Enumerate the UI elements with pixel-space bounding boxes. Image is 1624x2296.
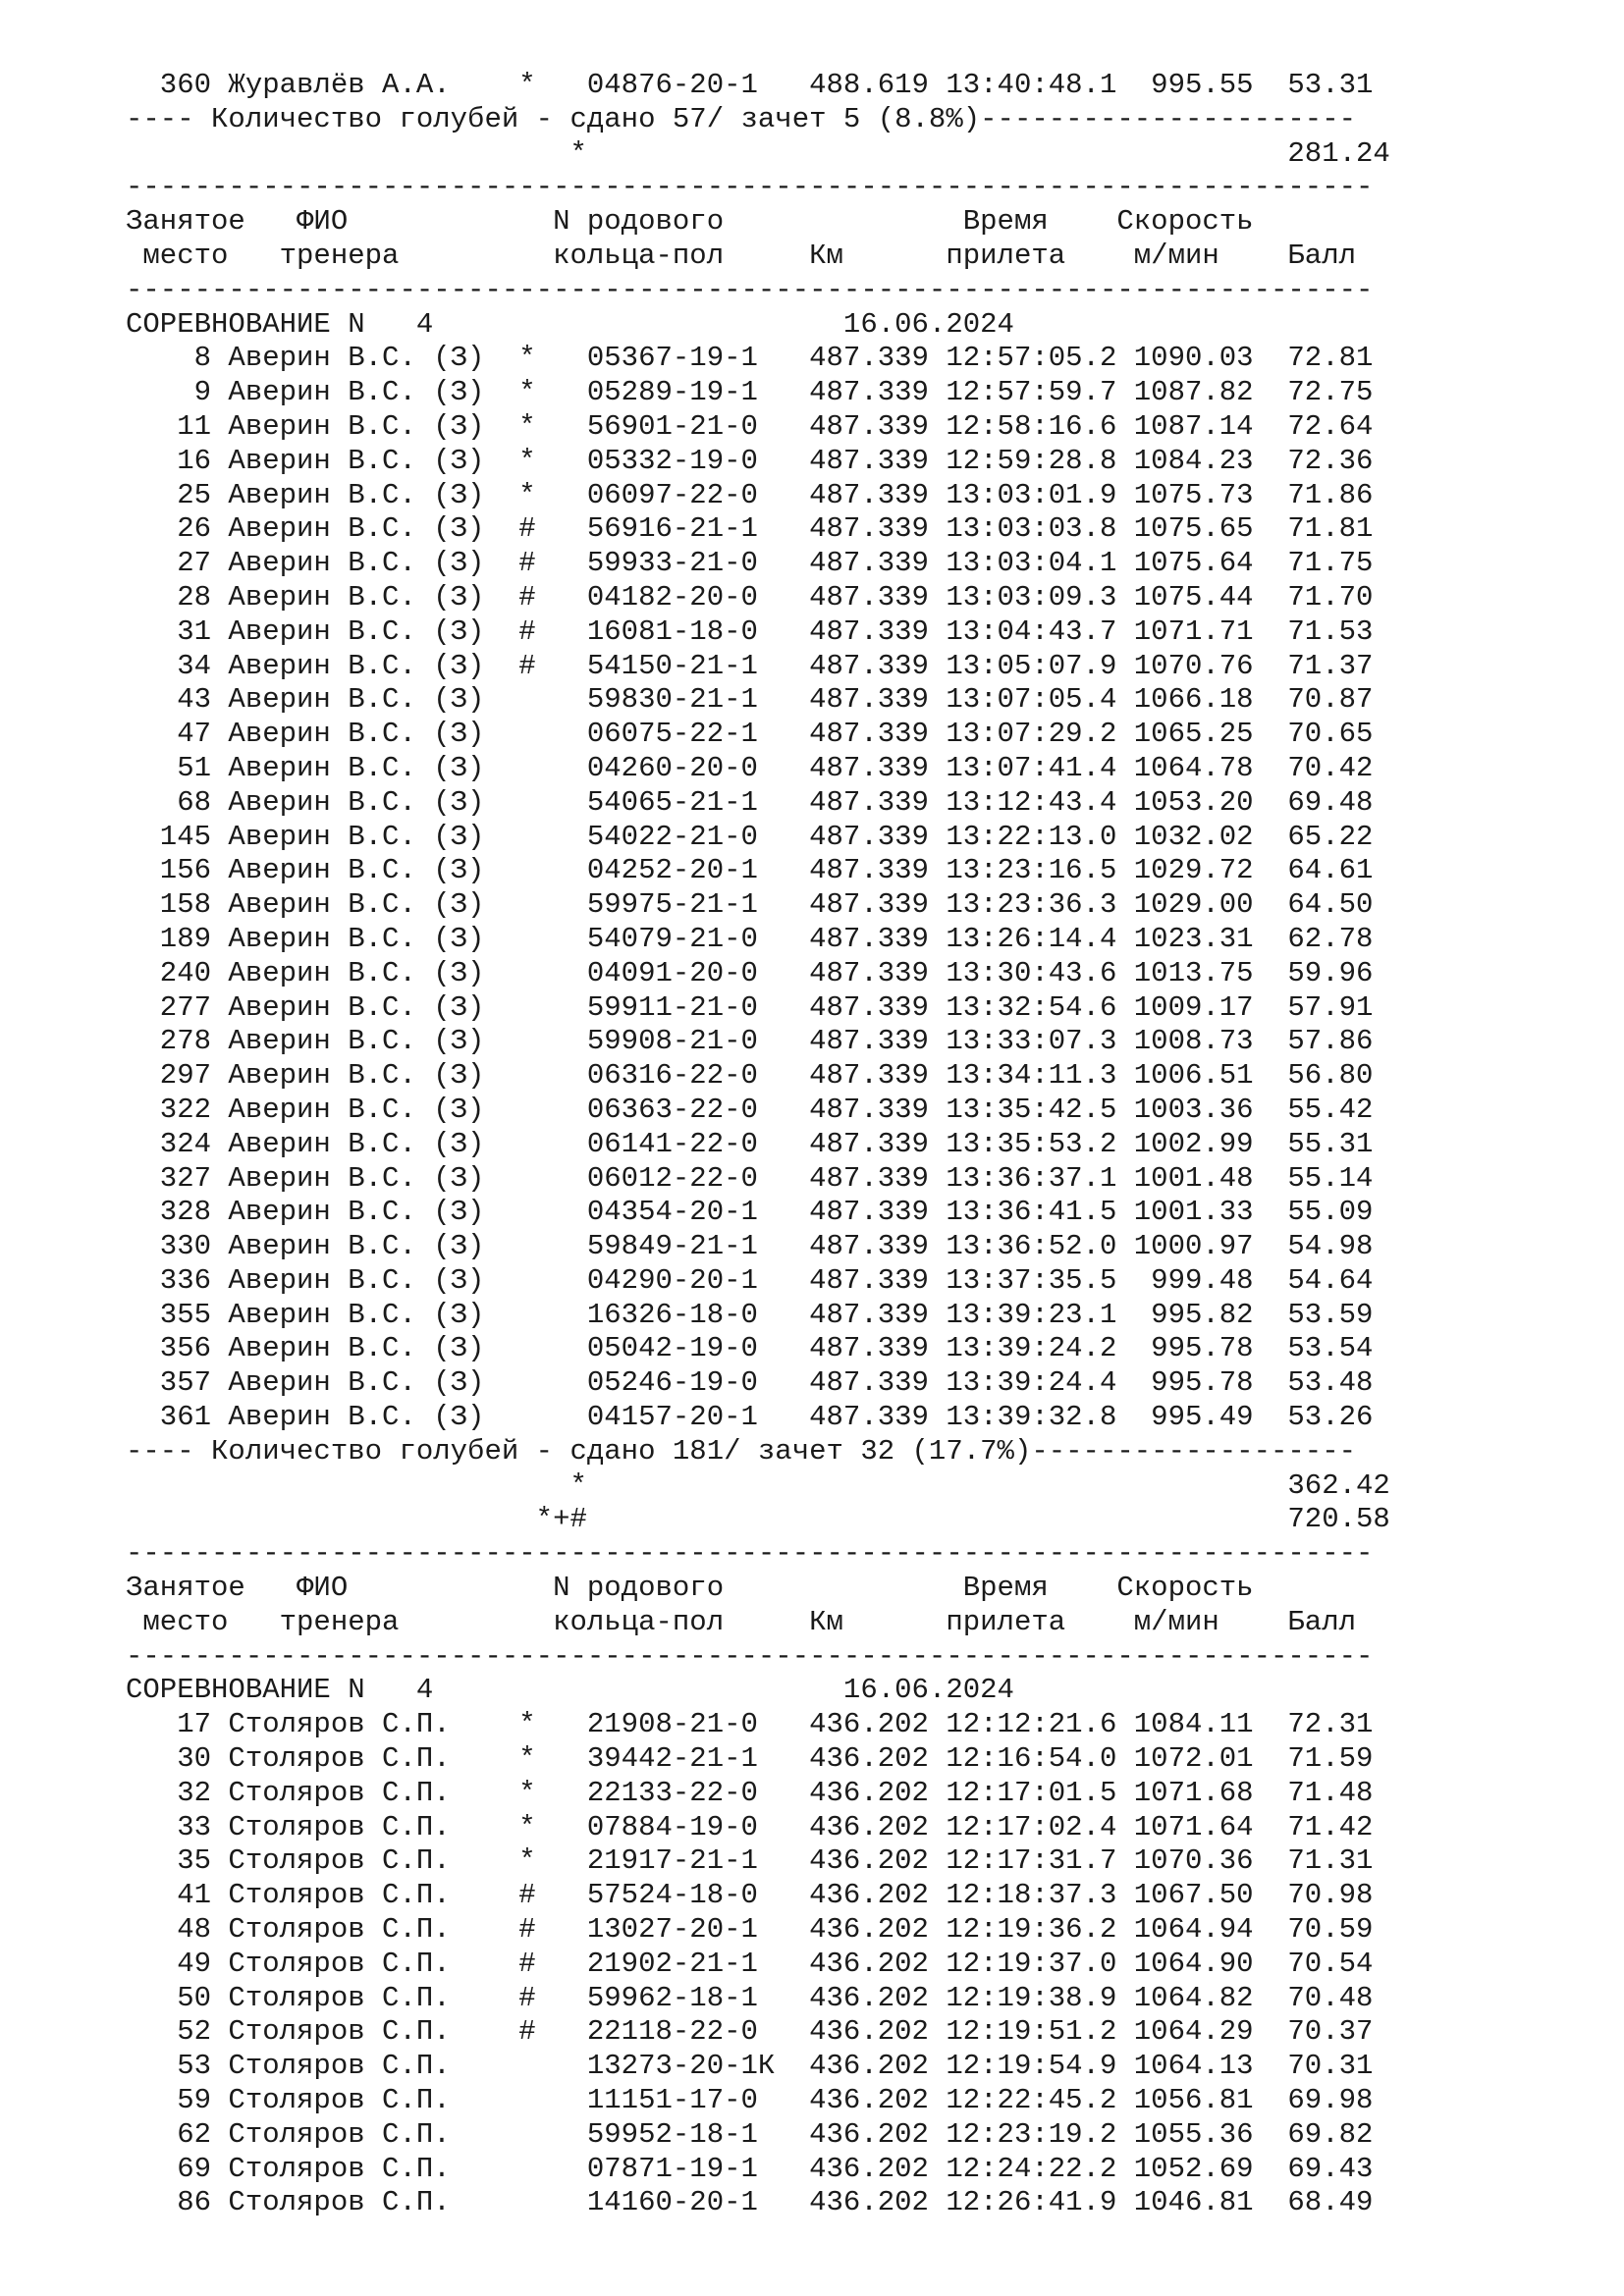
report-line: 156 Аверин В.С. (З) 04252-20-1 487.339 13:23:16.5 1029.72 64.61 bbox=[126, 854, 1374, 887]
report-line: 41 Столяров С.П. # 57524-18-0 436.202 12:18:37.3 1067.50 70.98 bbox=[126, 1879, 1374, 1912]
report-line: ------------------------------------------------------------------------- bbox=[126, 171, 1374, 204]
report-line: 189 Аверин В.С. (З) 54079-21-0 487.339 13:26:14.4 1023.31 62.78 bbox=[126, 922, 1374, 955]
report-line: Занятое ФИО N родового Время Скорость bbox=[126, 205, 1254, 239]
report-line: 62 Столяров С.П. 59952-18-1 436.202 12:23:19.2 1055.36 69.82 bbox=[126, 2117, 1374, 2151]
report-line: 25 Аверин В.С. (З) * 06097-22-0 487.339 13:03:01.9 1075.73 71.86 bbox=[126, 478, 1374, 511]
report-line: *+# 720.58 bbox=[126, 1503, 1390, 1536]
report-line: 33 Столяров С.П. * 07884-19-0 436.202 12:17:02.4 1071.64 71.42 bbox=[126, 1810, 1374, 1843]
report-line: 27 Аверин В.С. (З) # 59933-21-0 487.339 13:03:04.1 1075.64 71.75 bbox=[126, 547, 1374, 580]
report-line: 240 Аверин В.С. (З) 04091-20-0 487.339 13:30:43.6 1013.75 59.96 bbox=[126, 956, 1374, 989]
report-line: 53 Столяров С.П. 13273-20-1К 436.202 12:19:54.9 1064.13 70.31 bbox=[126, 2050, 1374, 2083]
report-line: 47 Аверин В.С. (З) 06075-22-1 487.339 13:07:29.2 1065.25 70.65 bbox=[126, 718, 1374, 751]
report-line: ------------------------------------------------------------------------- bbox=[126, 1537, 1374, 1571]
report-line: 68 Аверин В.С. (З) 54065-21-1 487.339 13:12:43.4 1053.20 69.48 bbox=[126, 785, 1374, 819]
report-line: 17 Столяров С.П. * 21908-21-0 436.202 12:12:21.6 1084.11 72.31 bbox=[126, 1708, 1374, 1741]
report-line: 28 Аверин В.С. (З) # 04182-20-0 487.339 13:03:09.3 1075.44 71.70 bbox=[126, 580, 1374, 614]
report-line: 48 Столяров С.П. # 13027-20-1 436.202 12:19:36.2 1064.94 70.59 bbox=[126, 1913, 1374, 1947]
results-report bbox=[126, 69, 1500, 2220]
report-line: 35 Столяров С.П. * 21917-21-1 436.202 12:17:31.7 1070.36 71.31 bbox=[126, 1844, 1374, 1878]
report-line: 43 Аверин В.С. (З) 59830-21-1 487.339 13:07:05.4 1066.18 70.87 bbox=[126, 683, 1374, 717]
report-line: ------------------------------------------------------------------------- bbox=[126, 1639, 1374, 1673]
report-line: * 281.24 bbox=[126, 136, 1390, 170]
report-line: 360 Журавлёв А.А. * 04876-20-1 488.619 13:40:48.1 995.55 53.31 bbox=[126, 69, 1374, 101]
report-line: 30 Столяров С.П. * 39442-21-1 436.202 12:16:54.0 1072.01 71.59 bbox=[126, 1742, 1374, 1776]
report-line: 31 Аверин В.С. (З) # 16081-18-0 487.339 13:04:43.7 1071.71 71.53 bbox=[126, 614, 1374, 648]
report-line: 34 Аверин В.С. (З) # 54150-21-1 487.339 13:05:07.9 1070.76 71.37 bbox=[126, 649, 1374, 682]
report-line: СОРЕВНОВАНИЕ N 4 16.06.2024 bbox=[126, 307, 1014, 341]
report-line: ------------------------------------------------------------------------- bbox=[126, 273, 1374, 306]
report-line: 278 Аверин В.С. (З) 59908-21-0 487.339 13:33:07.3 1008.73 57.86 bbox=[126, 1025, 1374, 1058]
report-line: место тренера кольца-пол Км прилета м/мин Балл bbox=[126, 239, 1357, 272]
report-line: 86 Столяров С.П. 14160-20-1 436.202 12:26:41.9 1046.81 68.49 bbox=[126, 2186, 1374, 2219]
report-line: 355 Аверин В.С. (З) 16326-18-0 487.339 13:39:23.1 995.82 53.59 bbox=[126, 1298, 1374, 1331]
report-line: 49 Столяров С.П. # 21902-21-1 436.202 12:19:37.0 1064.90 70.54 bbox=[126, 1947, 1374, 1980]
report-line: 357 Аверин В.С. (З) 05246-19-0 487.339 13:39:24.4 995.78 53.48 bbox=[126, 1366, 1374, 1400]
report-line: 356 Аверин В.С. (З) 05042-19-0 487.339 13:39:24.2 995.78 53.54 bbox=[126, 1332, 1374, 1365]
report-line: 327 Аверин В.С. (З) 06012-22-0 487.339 13:36:37.1 1001.48 55.14 bbox=[126, 1161, 1374, 1195]
report-line: 32 Столяров С.П. * 22133-22-0 436.202 12:17:01.5 1071.68 71.48 bbox=[126, 1776, 1374, 1809]
report-line: ---- Количество голубей - сдано 57/ зачет 5 (8.8%)---------------------- bbox=[126, 102, 1357, 135]
report-line: СОРЕВНОВАНИЕ N 4 16.06.2024 bbox=[126, 1674, 1014, 1707]
report-line: * 362.42 bbox=[126, 1468, 1390, 1502]
report-line: 361 Аверин В.С. (З) 04157-20-1 487.339 13:39:32.8 995.49 53.26 bbox=[126, 1401, 1374, 1434]
report-line: ---- Количество голубей - сдано 181/ зачет 32 (17.7%)------------------- bbox=[126, 1434, 1357, 1468]
report-line: 336 Аверин В.С. (З) 04290-20-1 487.339 13:37:35.5 999.48 54.64 bbox=[126, 1263, 1374, 1297]
report-line: 26 Аверин В.С. (З) # 56916-21-1 487.339 13:03:03.8 1075.65 71.81 bbox=[126, 512, 1374, 546]
report-line: 322 Аверин В.С. (З) 06363-22-0 487.339 13:35:42.5 1003.36 55.42 bbox=[126, 1093, 1374, 1126]
report-line: 9 Аверин В.С. (З) * 05289-19-1 487.339 12:57:59.7 1087.82 72.75 bbox=[126, 376, 1374, 409]
report-line: 11 Аверин В.С. (З) * 56901-21-0 487.339 12:58:16.6 1087.14 72.64 bbox=[126, 409, 1374, 443]
report-line: 50 Столяров С.П. # 59962-18-1 436.202 12:19:38.9 1064.82 70.48 bbox=[126, 1981, 1374, 2014]
report-line: 52 Столяров С.П. # 22118-22-0 436.202 12:19:51.2 1064.29 70.37 bbox=[126, 2015, 1374, 2049]
report-line: Занятое ФИО N родового Время Скорость bbox=[126, 1572, 1254, 1605]
report-line: 145 Аверин В.С. (З) 54022-21-0 487.339 13:22:13.0 1032.02 65.22 bbox=[126, 820, 1374, 853]
report-line: 158 Аверин В.С. (З) 59975-21-1 487.339 13:23:36.3 1029.00 64.50 bbox=[126, 888, 1374, 922]
report-line: 328 Аверин В.С. (З) 04354-20-1 487.339 13:36:41.5 1001.33 55.09 bbox=[126, 1196, 1374, 1229]
report-line: 324 Аверин В.С. (З) 06141-22-0 487.339 13:35:53.2 1002.99 55.31 bbox=[126, 1127, 1374, 1160]
report-line: 297 Аверин В.С. (З) 06316-22-0 487.339 13:34:11.3 1006.51 56.80 bbox=[126, 1059, 1374, 1093]
report-line: 330 Аверин В.С. (З) 59849-21-1 487.339 13:36:52.0 1000.97 54.98 bbox=[126, 1230, 1374, 1263]
report-line: 8 Аверин В.С. (З) * 05367-19-1 487.339 12:57:05.2 1090.03 72.81 bbox=[126, 342, 1374, 375]
report-line: 277 Аверин В.С. (З) 59911-21-0 487.339 13:32:54.6 1009.17 57.91 bbox=[126, 990, 1374, 1024]
report-line: 59 Столяров С.П. 11151-17-0 436.202 12:22:45.2 1056.81 69.98 bbox=[126, 2084, 1374, 2117]
report-line: 69 Столяров С.П. 07871-19-1 436.202 12:24:22.2 1052.69 69.43 bbox=[126, 2152, 1374, 2185]
report-line: 16 Аверин В.С. (З) * 05332-19-0 487.339 12:59:28.8 1084.23 72.36 bbox=[126, 444, 1374, 477]
report-line: 51 Аверин В.С. (З) 04260-20-0 487.339 13:07:41.4 1064.78 70.42 bbox=[126, 751, 1374, 784]
report-line: место тренера кольца-пол Км прилета м/мин Балл bbox=[126, 1605, 1357, 1638]
